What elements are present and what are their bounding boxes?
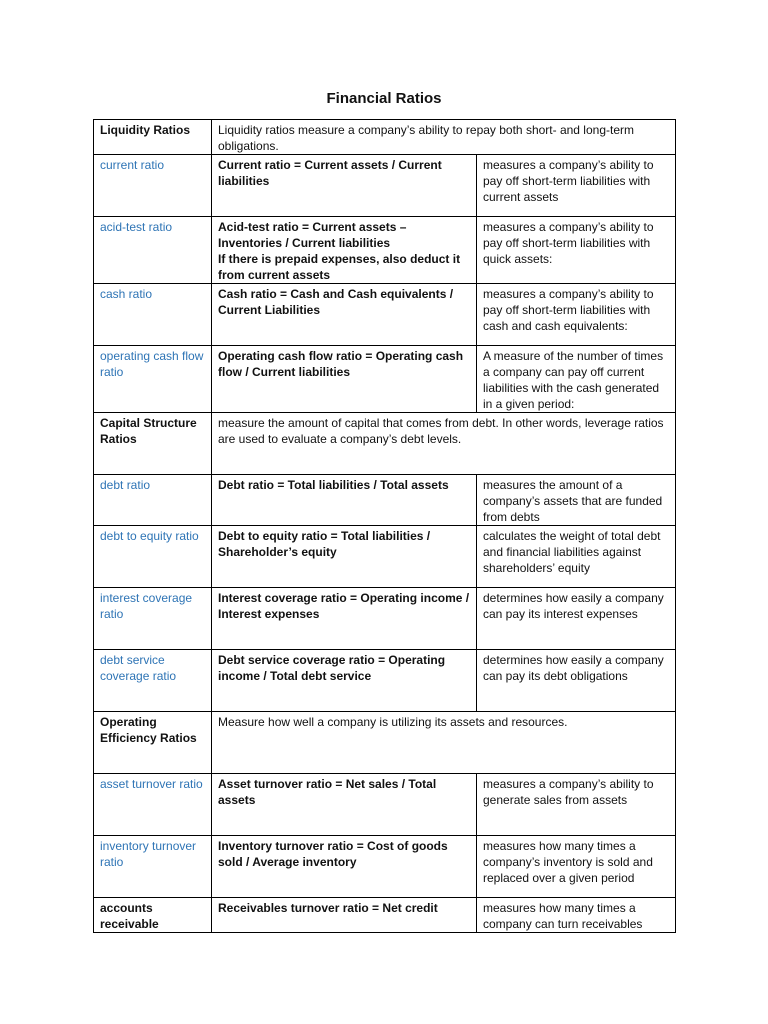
ratio-formula: Debt service coverage ratio = Operating income / Total debt service — [212, 650, 477, 712]
ratio-name: debt ratio — [94, 475, 212, 526]
ratio-description: measures a company’s ability to generate sales from assets — [477, 774, 676, 836]
page-title: Financial Ratios — [326, 90, 442, 107]
table-row — [94, 475, 676, 526]
ratio-formula: Operating cash flow ratio = Operating cash flow / Current liabilities — [212, 346, 477, 413]
table-row — [94, 588, 676, 650]
ratio-formula: Acid-test ratio = Current assets – Inventories / Current liabilities If there is prepaid expenses, also deduct it from current assets — [212, 217, 477, 284]
table-row — [94, 413, 676, 475]
table-row — [94, 526, 676, 588]
ratio-name: inventory turnover ratio — [94, 836, 212, 898]
ratio-description: measures a company’s ability to pay off short-term liabilities with current assets — [477, 155, 676, 217]
ratio-name: debt to equity ratio — [94, 526, 212, 588]
table-row — [94, 284, 676, 346]
ratio-formula: Interest coverage ratio = Operating income / Interest expenses — [212, 588, 477, 650]
table-row — [94, 217, 676, 284]
ratio-name: Operating Efficiency Ratios — [94, 712, 212, 774]
ratio-formula: Receivables turnover ratio = Net credit — [212, 898, 477, 933]
category-description: Measure how well a company is utilizing its assets and resources. — [212, 712, 676, 774]
ratio-description: measures how many times a company can turn receivables — [477, 898, 676, 933]
ratio-formula: Debt to equity ratio = Total liabilities / Shareholder’s equity — [212, 526, 477, 588]
table-row — [94, 774, 676, 836]
table-row — [94, 120, 676, 155]
ratio-formula: Cash ratio = Cash and Cash equivalents / Current Liabilities — [212, 284, 477, 346]
ratio-description: determines how easily a company can pay its debt obligations — [477, 650, 676, 712]
category-description: Liquidity ratios measure a company’s ability to repay both short- and long-term obligations. — [212, 120, 676, 155]
ratio-name: interest coverage ratio — [94, 588, 212, 650]
table-row — [94, 650, 676, 712]
category-description: measure the amount of capital that comes from debt. In other words, leverage ratios are used to evaluate a company’s debt levels. — [212, 413, 676, 475]
table-row — [94, 712, 676, 774]
ratio-formula: Current ratio = Current assets / Current liabilities — [212, 155, 477, 217]
ratio-name: asset turnover ratio — [94, 774, 212, 836]
table-row — [94, 155, 676, 217]
ratios-table — [93, 119, 676, 933]
table-row — [94, 898, 676, 933]
ratio-name: acid-test ratio — [94, 217, 212, 284]
ratio-name: accounts receivable — [94, 898, 212, 933]
ratio-description: determines how easily a company can pay its interest expenses — [477, 588, 676, 650]
table-row — [94, 836, 676, 898]
ratio-description: calculates the weight of total debt and financial liabilities against shareholders’ equity — [477, 526, 676, 588]
ratio-formula: Inventory turnover ratio = Cost of goods sold / Average inventory — [212, 836, 477, 898]
ratio-description: measures a company’s ability to pay off short-term liabilities with cash and cash equivalents: — [477, 284, 676, 346]
ratio-description: measures the amount of a company’s assets that are funded from debts — [477, 475, 676, 526]
ratio-formula: Debt ratio = Total liabilities / Total assets — [212, 475, 477, 526]
ratio-description: measures how many times a company’s inventory is sold and replaced over a given period — [477, 836, 676, 898]
ratio-name: current ratio — [94, 155, 212, 217]
ratio-description: measures a company’s ability to pay off short-term liabilities with quick assets: — [477, 217, 676, 284]
ratio-formula: Asset turnover ratio = Net sales / Total assets — [212, 774, 477, 836]
ratio-name: operating cash flow ratio — [94, 346, 212, 413]
ratio-name: cash ratio — [94, 284, 212, 346]
ratio-description: A measure of the number of times a company can pay off current liabilities with the cash generated in a given period: — [477, 346, 676, 413]
ratio-name: Liquidity Ratios — [94, 120, 212, 155]
table-row — [94, 346, 676, 413]
ratio-name: debt service coverage ratio — [94, 650, 212, 712]
ratio-name: Capital Structure Ratios — [94, 413, 212, 475]
